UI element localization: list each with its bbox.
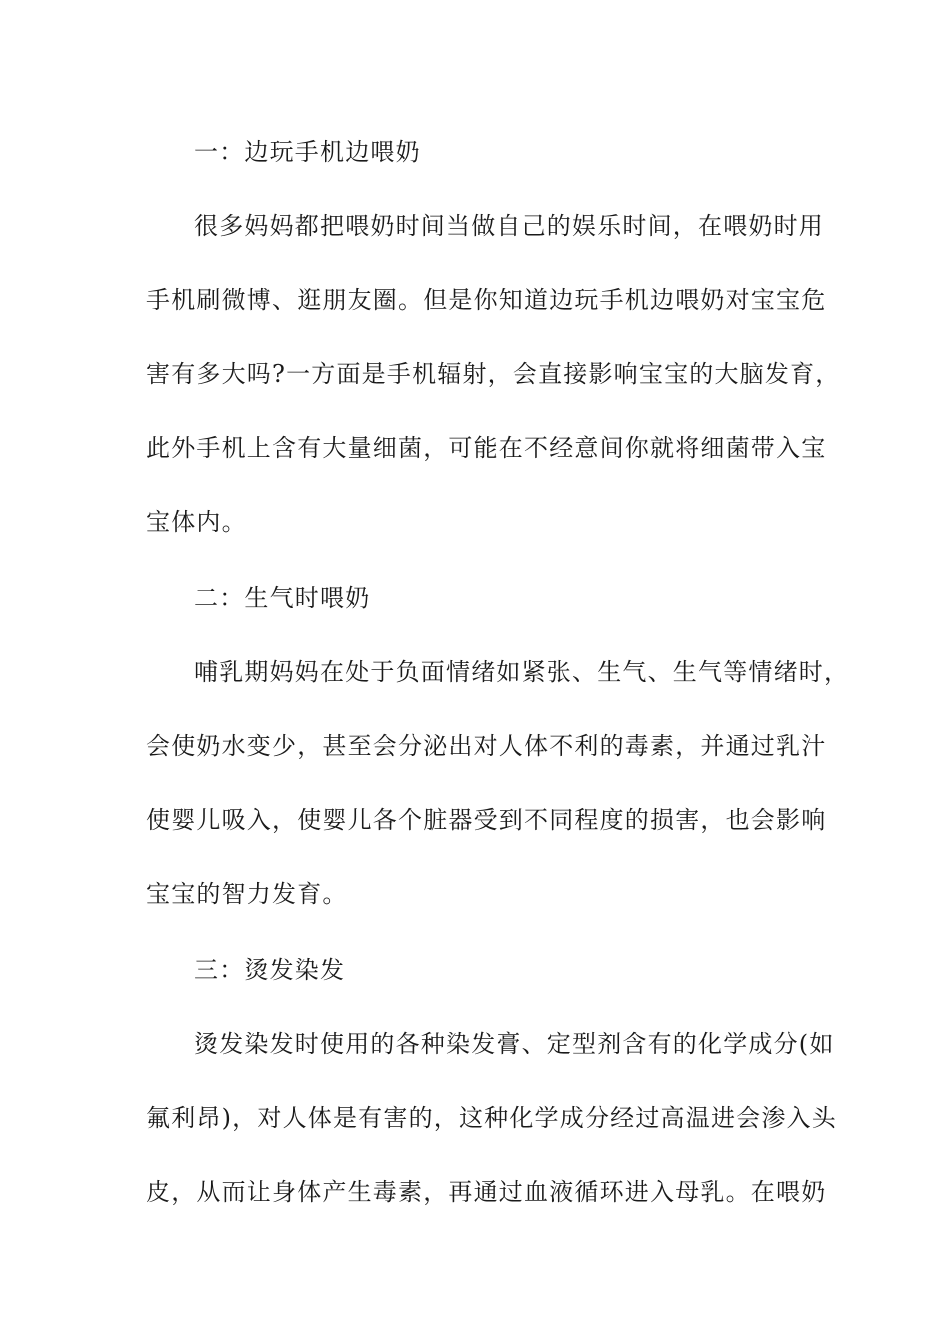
section-heading: 一：边玩手机边喂奶: [194, 138, 421, 166]
paragraph-line: 使婴儿吸入，使婴儿各个脏器受到不同程度的损害，也会影响: [146, 806, 827, 834]
paragraph-line: 宝宝的智力发育。: [146, 880, 348, 908]
paragraph-line: 烫发染发时使用的各种染发膏、定型剂含有的化学成分(如: [194, 1030, 835, 1058]
paragraph-line: 氟利昂)，对人体是有害的，这种化学成分经过高温进会渗入头: [146, 1104, 837, 1132]
section-heading: 二：生气时喂奶: [194, 584, 371, 612]
paragraph-line: 宝体内。: [146, 508, 247, 536]
paragraph-line: 害有多大吗?一方面是手机辐射，会直接影响宝宝的大脑发育，: [146, 360, 841, 388]
paragraph-line: 哺乳期妈妈在处于负面情绪如紧张、生气、生气等情绪时，: [194, 658, 850, 686]
paragraph-line: 手机刷微博、逛朋友圈。但是你知道边玩手机边喂奶对宝宝危: [146, 286, 827, 314]
paragraph-line: 皮，从而让身体产生毒素，再通过血液循环进入母乳。在喂奶: [146, 1178, 827, 1206]
section-heading: 三：烫发染发: [194, 956, 346, 984]
paragraph-line: 此外手机上含有大量细菌，可能在不经意间你就将细菌带入宝: [146, 434, 827, 462]
paragraph-line: 会使奶水变少，甚至会分泌出对人体不利的毒素，并通过乳汁: [146, 732, 827, 760]
paragraph-line: 很多妈妈都把喂奶时间当做自己的娱乐时间，在喂奶时用: [194, 212, 824, 240]
